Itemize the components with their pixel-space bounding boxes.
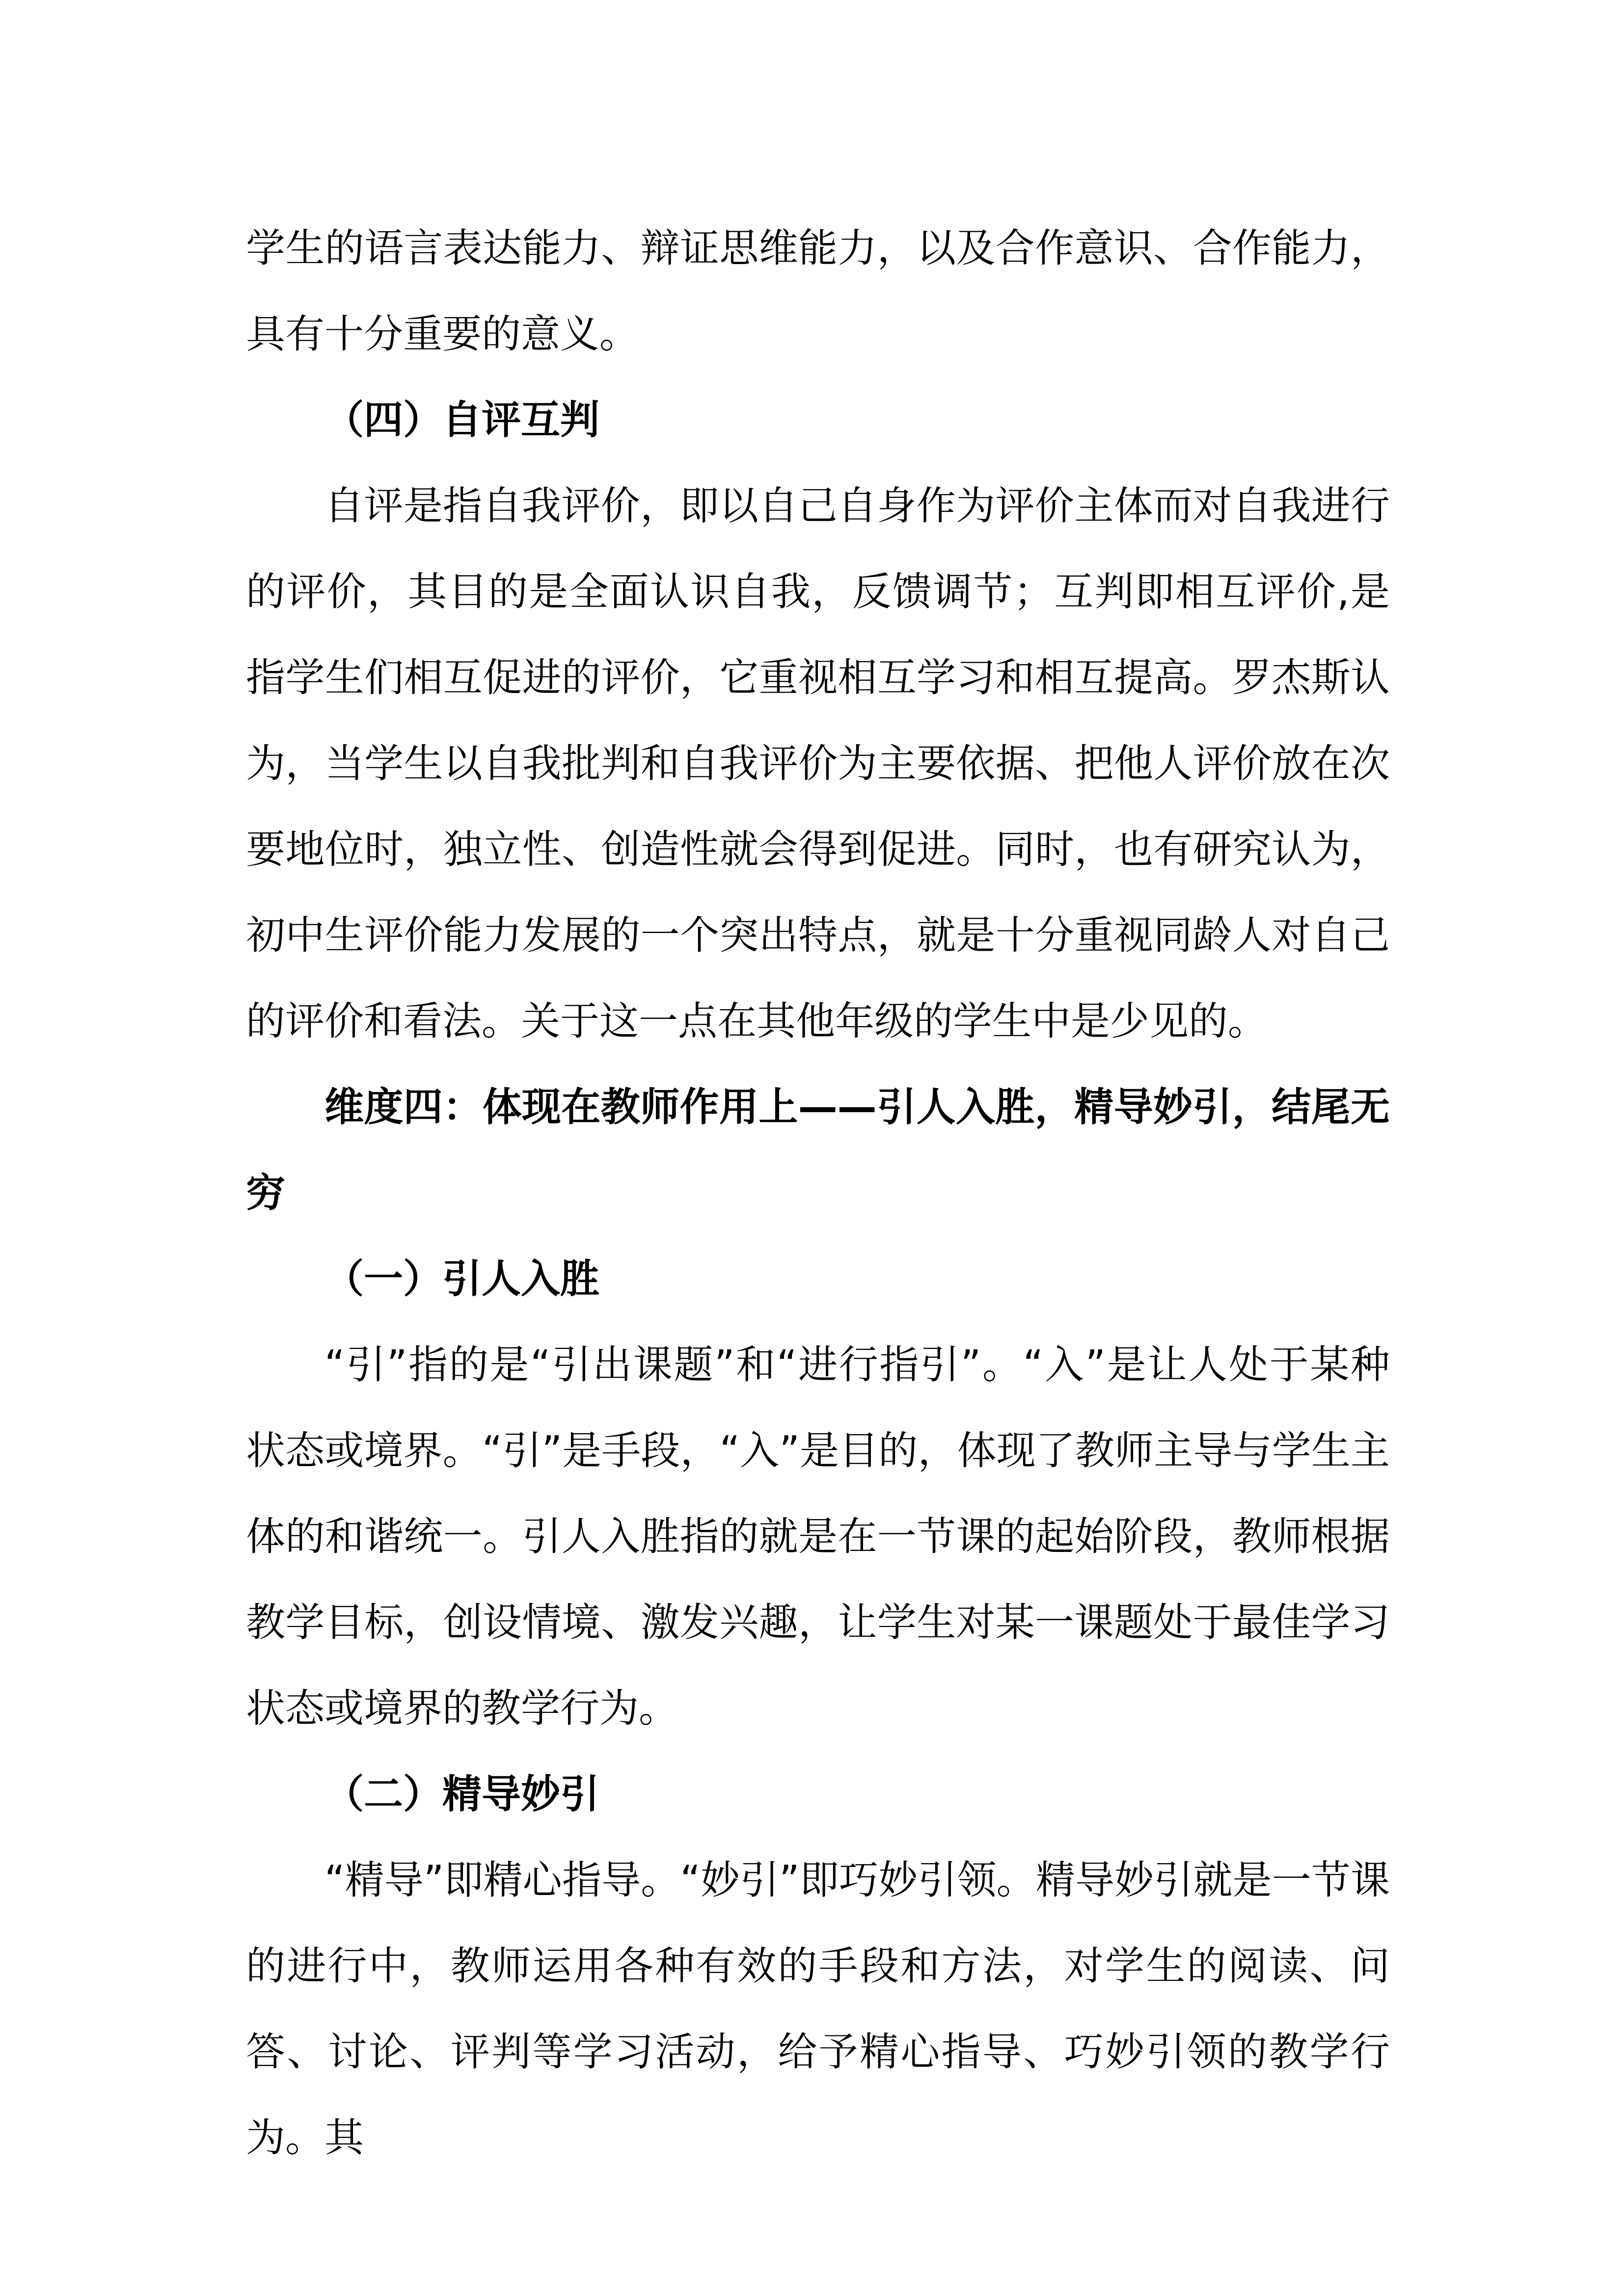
document-body	[246, 205, 1390, 2181]
heading-dimension-four: 维度四：体现在教师作用上——引人入胜，精导妙引，结尾无穷	[246, 1084, 1390, 1216]
heading-jingdao-miaoyin: （二）精导妙引	[325, 1771, 599, 1817]
paragraph-self-evaluation: 自评是指自我评价，即以自己自身作为评价主体而对自我进行的评价，其目的是全面认识自我，反馈调节；互判即相互评价,是指学生们相互促进的评价，它重视相互学习和相互提高。罗杰斯认为，当学生以自我批判和自我评价为主要依据、把他人评价放在次要地位时，独立性、创造性就会得到促进。同时，也有研究认为，初中生评价能力发展的一个突出特点，就是十分重视同龄人对自己的评价和看法。关于这一点在其他年级的学生中是少见的。	[246, 483, 1390, 1044]
heading-self-evaluation: （四）自评互判	[325, 397, 599, 443]
paragraph-jingdao-miaoyin: “精导”即精心指导。“妙引”即巧妙引领。精导妙引就是一节课的进行中，教师运用各种有效的手段和方法，对学生的阅读、问答、讨论、评判等学习活动，给予精心指导、巧妙引领的教学行为。其	[246, 1857, 1390, 2161]
paragraph-continued: 学生的语言表达能力、辩证思维能力，以及合作意识、合作能力，具有十分重要的意义。	[246, 225, 1390, 357]
paragraph-yinren-rusheng: “引”指的是“引出课题”和“进行指引”。“入”是让人处于某种状态或境界。“引”是手段，“入”是目的，体现了教师主导与学生主体的和谐统一。引人入胜指的就是在一节课的起始阶段，教师根据教学目标，创设情境、激发兴趣，让学生对某一课题处于最佳学习状态或境界的教学行为。	[246, 1342, 1390, 1731]
heading-yinren-rusheng: （一）引人入胜	[325, 1256, 599, 1302]
